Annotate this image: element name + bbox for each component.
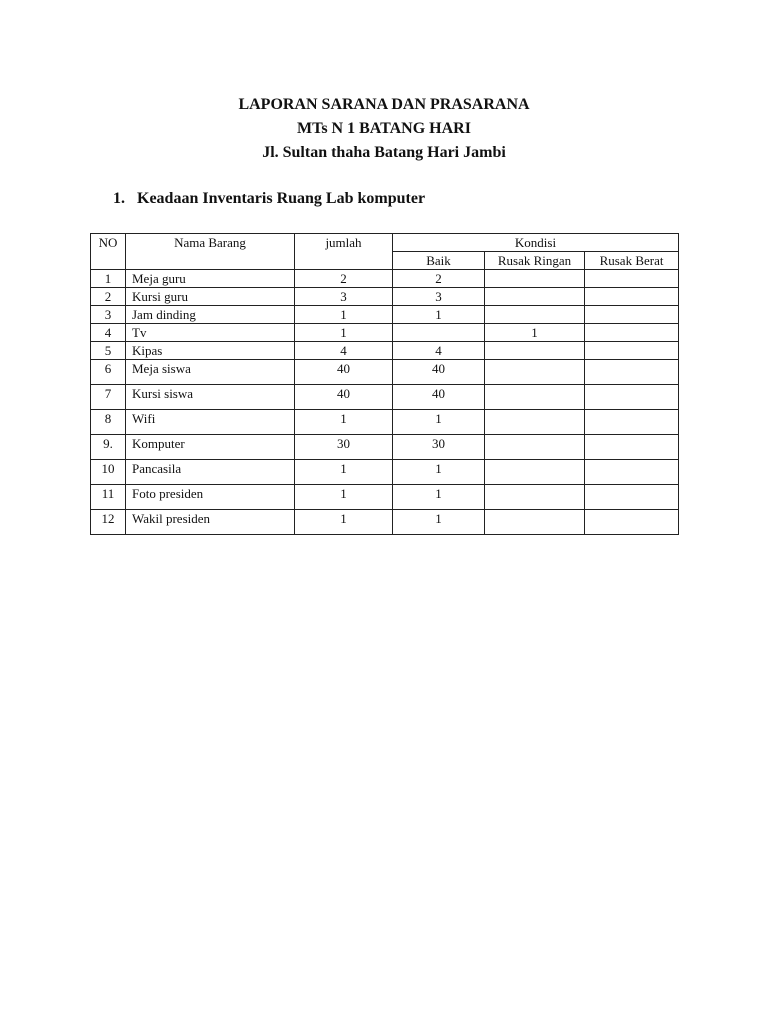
cell-baik: 1 — [393, 306, 485, 324]
school-address: Jl. Sultan thaha Batang Hari Jambi — [262, 144, 506, 161]
cell-rusak-ringan — [485, 485, 585, 510]
cell-rusak-berat — [585, 288, 679, 306]
cell-rusak-berat — [585, 435, 679, 460]
cell-no: 12 — [91, 510, 126, 535]
cell-no: 5 — [91, 342, 126, 360]
cell-jumlah: 1 — [295, 510, 393, 535]
cell-rusak-ringan — [485, 460, 585, 485]
cell-nama-barang: Meja guru — [126, 270, 295, 288]
cell-jumlah: 3 — [295, 288, 393, 306]
cell-nama-barang: Kipas — [126, 342, 295, 360]
inventory-table — [90, 233, 679, 535]
cell-rusak-berat — [585, 385, 679, 410]
header-nama-barang: Nama Barang — [126, 234, 295, 270]
cell-jumlah: 1 — [295, 485, 393, 510]
report-header — [0, 93, 768, 165]
cell-baik: 30 — [393, 435, 485, 460]
cell-no: 7 — [91, 385, 126, 410]
table-row — [91, 270, 679, 288]
cell-nama-barang: Tv — [126, 324, 295, 342]
cell-jumlah: 1 — [295, 410, 393, 435]
cell-nama-barang: Pancasila — [126, 460, 295, 485]
cell-baik: 40 — [393, 360, 485, 385]
header-kondisi: Kondisi — [393, 234, 679, 252]
cell-baik — [393, 324, 485, 342]
table-row — [91, 342, 679, 360]
header-baik: Baik — [393, 252, 485, 270]
cell-nama-barang: Wakil presiden — [126, 510, 295, 535]
cell-baik: 1 — [393, 510, 485, 535]
cell-jumlah: 1 — [295, 324, 393, 342]
cell-jumlah: 2 — [295, 270, 393, 288]
table-row — [91, 485, 679, 510]
cell-rusak-berat — [585, 270, 679, 288]
section-number: 1. — [113, 190, 125, 207]
cell-rusak-ringan — [485, 385, 585, 410]
cell-baik: 1 — [393, 410, 485, 435]
cell-rusak-berat — [585, 410, 679, 435]
header-jumlah: jumlah — [295, 234, 393, 270]
cell-rusak-ringan — [485, 435, 585, 460]
table-row — [91, 324, 679, 342]
cell-no: 1 — [91, 270, 126, 288]
cell-baik: 3 — [393, 288, 485, 306]
cell-rusak-ringan — [485, 410, 585, 435]
cell-rusak-berat — [585, 342, 679, 360]
cell-rusak-berat — [585, 324, 679, 342]
cell-rusak-ringan: 1 — [485, 324, 585, 342]
table-row — [91, 510, 679, 535]
header-rusak-berat: Rusak Berat — [585, 252, 679, 270]
cell-no: 10 — [91, 460, 126, 485]
cell-baik: 2 — [393, 270, 485, 288]
cell-jumlah: 30 — [295, 435, 393, 460]
table-row — [91, 360, 679, 385]
table-row — [91, 288, 679, 306]
report-title: LAPORAN SARANA DAN PRASARANA — [238, 96, 530, 113]
cell-baik: 1 — [393, 460, 485, 485]
cell-rusak-ringan — [485, 288, 585, 306]
cell-nama-barang: Jam dinding — [126, 306, 295, 324]
cell-rusak-berat — [585, 510, 679, 535]
cell-rusak-ringan — [485, 306, 585, 324]
section-heading — [113, 188, 425, 210]
cell-no: 2 — [91, 288, 126, 306]
cell-rusak-ringan — [485, 510, 585, 535]
cell-nama-barang: Foto presiden — [126, 485, 295, 510]
cell-rusak-berat — [585, 306, 679, 324]
table-row — [91, 410, 679, 435]
cell-baik: 40 — [393, 385, 485, 410]
cell-jumlah: 1 — [295, 306, 393, 324]
cell-no: 4 — [91, 324, 126, 342]
cell-rusak-berat — [585, 360, 679, 385]
cell-baik: 1 — [393, 485, 485, 510]
cell-nama-barang: Komputer — [126, 435, 295, 460]
cell-rusak-ringan — [485, 360, 585, 385]
cell-nama-barang: Kursi siswa — [126, 385, 295, 410]
header-rusak-ringan: Rusak Ringan — [485, 252, 585, 270]
cell-no: 3 — [91, 306, 126, 324]
cell-jumlah: 4 — [295, 342, 393, 360]
cell-jumlah: 1 — [295, 460, 393, 485]
table-row — [91, 385, 679, 410]
cell-baik: 4 — [393, 342, 485, 360]
cell-jumlah: 40 — [295, 360, 393, 385]
cell-rusak-berat — [585, 460, 679, 485]
table-row — [91, 435, 679, 460]
cell-nama-barang: Meja siswa — [126, 360, 295, 385]
cell-no: 11 — [91, 485, 126, 510]
cell-nama-barang: Wifi — [126, 410, 295, 435]
cell-no: 6 — [91, 360, 126, 385]
cell-no: 8 — [91, 410, 126, 435]
cell-no: 9. — [91, 435, 126, 460]
section-title: Keadaan Inventaris Ruang Lab komputer — [137, 190, 426, 207]
table-row — [91, 306, 679, 324]
cell-rusak-berat — [585, 485, 679, 510]
cell-rusak-ringan — [485, 270, 585, 288]
cell-nama-barang: Kursi guru — [126, 288, 295, 306]
table-row — [91, 460, 679, 485]
cell-rusak-ringan — [485, 342, 585, 360]
school-name: MTs N 1 BATANG HARI — [297, 120, 471, 137]
header-no: NO — [91, 234, 126, 270]
cell-jumlah: 40 — [295, 385, 393, 410]
